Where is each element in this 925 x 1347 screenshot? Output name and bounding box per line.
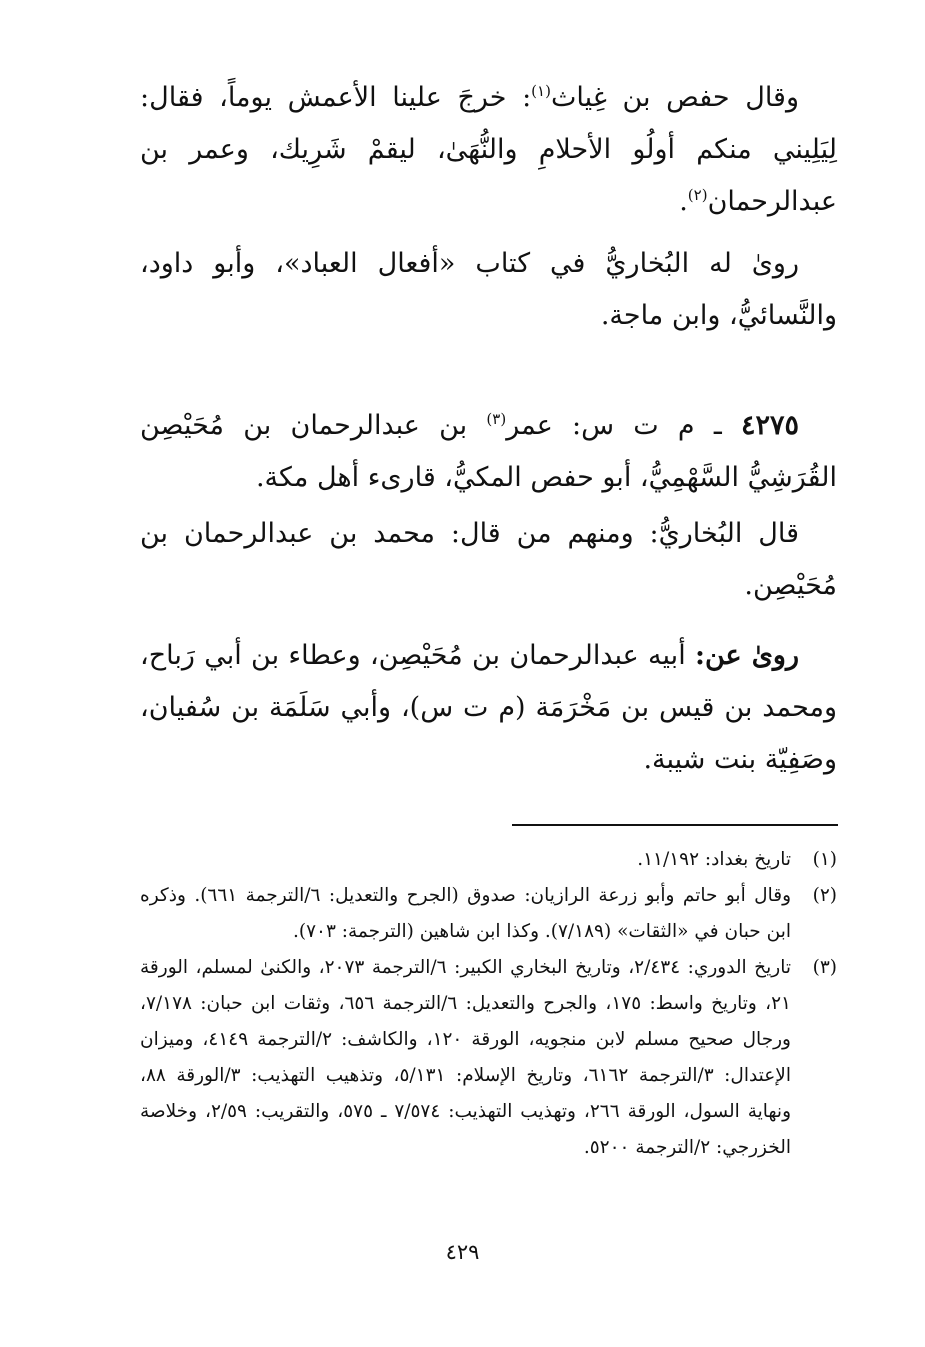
paragraph-narrators	[140, 238, 837, 342]
footnote	[140, 878, 837, 950]
entry-codes: ـ م ت س:	[572, 410, 722, 441]
footnote-text: تاريخ الدوري: ٢/٤٣٤، وتاريخ البخاري الكبير: ٦/الترجمة ٢٠٧٣، والكنىٰ لمسلم، الورقة ٢١، وتاريخ واسط: ١٧٥، والجرح والتعديل: ٦/الترجمة ٦٥٦، وثقات ابن حبان: ٧/١٧٨، ورجال صحيح مسلم لابن منجويه، الورقة ١٢٠، والكاشف: ٢/الترجمة ٤١٤٩، وميزان الإعتدال: ٣/الترجمة ٦١٦٢، وتاريخ الإسلام: ٥/١٣١، وتذهيب التهذيب: ٣/الورقة ٨٨، ونهاية السول، الورقة ٢٦٦، وتهذيب التهذيب: ٧/٥٧٤ ـ ٥٧٥، والتقريب: ٢/٥٩، وخلاصة الخزرجي: ٢/الترجمة ٥٢٠٠.	[140, 957, 792, 1158]
footnote-number: (٣)	[812, 957, 837, 978]
footnote-number: (١)	[812, 849, 837, 870]
paragraph-text: أبيه عبدالرحمان بن مُحَيْصِن، وعطاء بن أبي رَباح، ومحمد بن قيس بن مَخْرَمَة (م ت س)، وأبي سَلَمَة بن سُفيان، وصَفِيّة بنت شيبة.	[140, 640, 837, 775]
footnotes	[140, 842, 837, 1166]
footnote-marker: (١)	[531, 82, 551, 100]
footnote-text: تاريخ بغداد: ١١/١٩٢.	[637, 849, 791, 870]
paragraph-text: قال البُخاريُّ: ومنهم من قال: محمد بن عبدالرحمان بن مُحَيْصِن.	[140, 518, 837, 601]
paragraph-text: وقال حفص بن غِياث	[550, 82, 799, 113]
footnote	[140, 950, 837, 1166]
footnote	[140, 842, 837, 878]
footnote-number: (٢)	[812, 885, 837, 906]
paragraph-text: : خرجَ علينا الأعمش يوماً، فقال: لِيَلِيني منكم أولُو الأحلامِ والنُّهَىٰ، ليقمْ شَرِيك، وعمر بن عبدالرحمان	[140, 82, 837, 217]
paragraph-narrated-from	[140, 630, 837, 786]
footnote-divider	[512, 824, 838, 826]
entry-name: عمر	[506, 410, 553, 441]
entry-text: بن عبدالرحمان بن مُحَيْصِن القُرَشِيُّ السَّهْمِيُّ، أبو حفص المكيُّ، قارىء أهل مكة.	[140, 410, 837, 493]
footnote-text: وقال أبو حاتم وأبو زرعة الرازيان: صدوق (الجرح والتعديل: ٦/الترجمة ٦٦١). وذكره ابن حبان في «الثقات» (٧/١٨٩). وكذا ابن شاهين (الترجمة: ٧٠٣).	[140, 885, 792, 942]
entry-heading	[140, 400, 837, 504]
paragraph-bukhari	[140, 508, 837, 612]
paragraph-text: .	[679, 186, 688, 217]
footnote-marker: (٣)	[486, 410, 507, 428]
paragraph-text: روىٰ له البُخاريُّ في كتاب «أفعال العباد»، وأبو داود، والنَّسائيُّ، وابن ماجة.	[140, 248, 837, 331]
entry-number: ٤٢٧٥	[740, 410, 799, 441]
page-number: ٤٢٩	[445, 1240, 480, 1264]
footnote-marker: (٢)	[687, 186, 708, 204]
paragraph-lead: روىٰ عن:	[695, 640, 799, 671]
paragraph-hafs-quote	[140, 72, 837, 228]
